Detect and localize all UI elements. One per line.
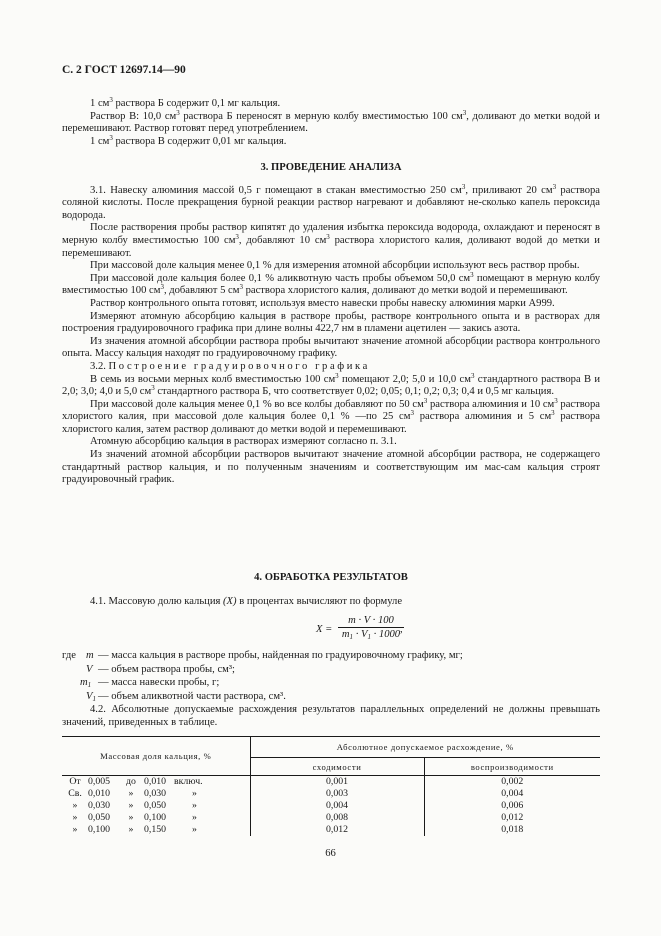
- paragraph-3-1-e: Раствор контрольного опыта готовят, используя вместо навески пробы навеску алюминия марки А999.: [90, 297, 555, 309]
- table-row: » 0,100 » 0,150 » 0,012 0,018: [62, 824, 600, 836]
- paragraph-4-2: 4.2. Абсолютные допускаемые расхождения результатов параллельных определений не должны превышать значений, приведенных в таблице.: [62, 704, 600, 728]
- paragraph-3-2-c: Атомную абсорбцию кальция в растворах измеряют согласно п. 3.1.: [90, 436, 397, 448]
- paragraph-3-1-g: Из значения атомной абсорбции раствора пробы вычитают значение атомной абсорбции раствора контрольного опыта. Массу кальция находят по градуировочному графику.: [62, 335, 600, 360]
- paragraph-3-1-d: При массовой доле кальция более 0,1 % аликвотную часть пробы объемом 50,0 $см^3$ помещают в мерную колбу вместимостью 100 $см^3$, добавляют 5 $см^3$ раствора хлористого калия, доливают до метки водой и перемешивают.: [62, 270, 600, 297]
- definition-v: V — объем раствора пробы, см³;: [86, 663, 235, 675]
- column-header-convergence: сходимости: [250, 758, 424, 776]
- definition-v1: $V_1$ — объем аликвотной части раствора, см³.: [86, 690, 286, 703]
- table-row: » 0,030 » 0,050 » 0,004 0,006: [62, 800, 600, 812]
- column-header-tolerance: Абсолютное допускаемое расхождение, %: [250, 737, 600, 758]
- definition-m1: $m_1$ — масса навески пробы, г;: [80, 677, 220, 689]
- paragraph-3-2-d: Из значений атомной абсорбции растворов вычитают значение атомной абсорбции раствора, не содержащего стандартный раствор кальция, и по полученным значениям и соответствующим им мас-сам кальция строят градуировочный график.: [62, 449, 600, 486]
- paragraph-3-1-f: Измеряют атомную абсорбцию кальция в растворе пробы, растворе контрольного опыта и в растворах для построения градуировочного графика при длине волны 422,7 нм в пламени ацетилен — закись азота.: [62, 310, 600, 335]
- paragraph-3-2-b: При массовой доле кальция менее 0,1 % во все колбы добавляют по 50 $см^3$ раствора алюминия и 10 $см^3$ раствора хлористого калия, при массовой доле кальция более 0,1 % —по 25 $см^3$ раствора алюминия и 5 $см^3$ раствора хлористого калия, затем раствор доливают до метки водой и перемешивают.: [62, 396, 600, 435]
- column-header-reproducibility: воспроизводимости: [424, 758, 600, 776]
- variable-definitions: [62, 649, 600, 729]
- paragraph-3-2-title: 3.2. Построение градуировочного графика: [90, 360, 370, 372]
- paragraph-3-1-c: При массовой доле кальция менее 0,1 % для измерения атомной абсорбции используют весь раствор пробы.: [90, 260, 580, 272]
- table-row: От 0,005 до 0,010 включ. 0,001 0,002: [62, 776, 600, 789]
- page-number: 66: [325, 848, 336, 859]
- intro-block: [62, 98, 600, 148]
- page-header: С. 2 ГОСТ 12697.14—90: [62, 64, 186, 76]
- intro-line-1: 1 $см^3$ раствора Б содержит 0,1 мг кальция.: [90, 96, 281, 109]
- tolerance-table: [62, 736, 600, 836]
- section-4-title: 4. ОБРАБОТКА РЕЗУЛЬТАТОВ: [254, 572, 408, 583]
- section-4: [62, 572, 600, 608]
- paragraph-3-2-a: В семь из восьми мерных колб вместимостью 100 $см^3$ помещают 2,0; 5,0 и 10,0 $см^3$ стандартного раствора В и 2,0; 3,0; 4,0 и 5,0 $см^3$ стандартного раствора Б, что соответствует 0,02; 0,05; 0,1; 0,2; 0,3; 0,4 и 0,5 мг кальция.: [62, 371, 600, 398]
- table-row: Св. 0,010 » 0,030 » 0,003 0,004: [62, 788, 600, 800]
- section-3-title: 3. ПРОВЕДЕНИЕ АНАЛИЗА: [260, 162, 402, 173]
- definition-m: где m — масса кальция в растворе пробы, найденная по градуировочному графику, мг;: [62, 650, 463, 661]
- column-header-mass-fraction: Массовая доля кальция, %: [62, 737, 250, 776]
- paragraph-3-1-b: После растворения пробы раствор кипятят до удаления избытка пероксида водорода, охлаждают и переносят в мерную колбу вместимостью 100 $см^3$, добавляют 10 $см^3$ раствора хлористого калия, доливают водой до метки и перемешивают.: [62, 222, 600, 259]
- formula-denominator: $m_1 \cdot V_1 \cdot 1000$: [341, 629, 401, 641]
- paragraph-3-1: 3.1. Навеску алюминия массой 0,5 г помещают в стакан вместимостью 250 $см^3$, приливают 20 $см^3$ раствора соляной кислоты. После прекращения бурной реакции раствор нагревают и добавляют не-сколько капель пероксида водорода.: [62, 182, 600, 221]
- section-3: [62, 162, 600, 487]
- formula-numerator: m · V · 100: [338, 615, 404, 628]
- table-row: » 0,050 » 0,100 » 0,008 0,012: [62, 812, 600, 824]
- intro-line-2: Раствор В: 10,0 $см^3$ раствора Б переносят в мерную колбу вместимостью 100 $см^3$, доливают до метки водой и перемешивают. Раствор готовят перед употреблением.: [62, 108, 600, 135]
- formula-fraction: [338, 615, 404, 640]
- intro-line-3: 1 $см^3$ раствора В содержит 0,01 мг кальция.: [90, 133, 287, 147]
- paragraph-4-1: 4.1. Массовую долю кальция (X) в процентах вычисляют по формуле: [90, 595, 403, 607]
